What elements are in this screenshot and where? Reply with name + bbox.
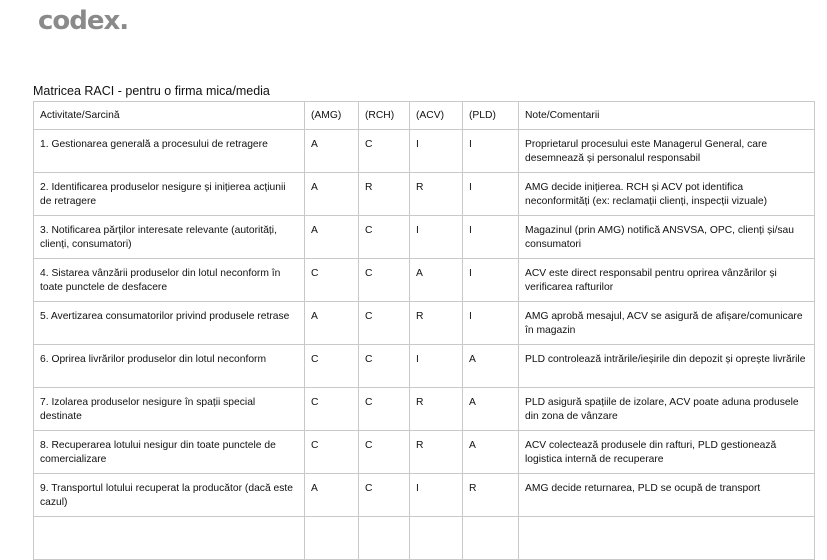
cell-amg: C — [305, 259, 359, 302]
cell-rch: C — [359, 216, 410, 259]
cell-rch: C — [359, 259, 410, 302]
table-row — [34, 173, 815, 216]
header-activity: Activitate/Sarcină — [34, 102, 305, 130]
cell-pld: R — [463, 474, 519, 517]
cell-rch: C — [359, 388, 410, 431]
cell-notes: ACV colectează produsele din rafturi, PLD gestionează logistica internă de recuperare — [519, 431, 815, 474]
header-acv: (ACV) — [410, 102, 463, 130]
cell-amg: C — [305, 388, 359, 431]
cell-notes: PLD asigură spațiile de izolare, ACV poate aduna produsele din zona de vânzare — [519, 388, 815, 431]
cell-amg: A — [305, 474, 359, 517]
cell-activity: 4. Sistarea vânzării produselor din lotul neconform în toate punctele de desfacere — [34, 259, 305, 302]
table-row — [34, 517, 815, 560]
cell-activity: 7. Izolarea produselor nesigure în spații special destinate — [34, 388, 305, 431]
cell-acv: R — [410, 388, 463, 431]
cell-pld: I — [463, 216, 519, 259]
cell-acv: R — [410, 302, 463, 345]
cell-amg: A — [305, 302, 359, 345]
table-row — [34, 302, 815, 345]
cell-pld: A — [463, 345, 519, 388]
cell-acv: R — [410, 173, 463, 216]
cell-pld: A — [463, 431, 519, 474]
cell-pld: I — [463, 130, 519, 173]
cell-acv: R — [410, 431, 463, 474]
cell-amg: C — [305, 345, 359, 388]
header-rch: (RCH) — [359, 102, 410, 130]
cell-notes: Magazinul (prin AMG) notifică ANSVSA, OPC, clienți și/sau consumatori — [519, 216, 815, 259]
cell-rch: C — [359, 431, 410, 474]
header-pld: (PLD) — [463, 102, 519, 130]
table-header-row — [34, 102, 815, 130]
table-row — [34, 130, 815, 173]
cell-acv: I — [410, 216, 463, 259]
cell-acv: I — [410, 130, 463, 173]
codex-logo: codex. — [38, 6, 129, 36]
header-amg: (AMG) — [305, 102, 359, 130]
table-row — [34, 216, 815, 259]
cell-rch — [359, 517, 410, 560]
cell-acv: A — [410, 259, 463, 302]
cell-rch: C — [359, 345, 410, 388]
cell-pld: A — [463, 388, 519, 431]
cell-notes: AMG decide inițierea. RCH și ACV pot identifica neconformități (ex: reclamații clienți, inspecții vizuale) — [519, 173, 815, 216]
table-row — [34, 388, 815, 431]
cell-notes: PLD controlează intrările/ieșirile din depozit și oprește livrările — [519, 345, 815, 388]
cell-amg: A — [305, 130, 359, 173]
table-row — [34, 259, 815, 302]
cell-activity: 2. Identificarea produselor nesigure și inițierea acțiunii de retragere — [34, 173, 305, 216]
cell-amg — [305, 517, 359, 560]
cell-notes: AMG decide returnarea, PLD se ocupă de transport — [519, 474, 815, 517]
table-row — [34, 431, 815, 474]
header-notes: Note/Comentarii — [519, 102, 815, 130]
cell-pld: I — [463, 173, 519, 216]
cell-notes: ACV este direct responsabil pentru oprirea vânzărilor și verificarea rafturilor — [519, 259, 815, 302]
cell-activity: 6. Oprirea livrărilor produselor din lotul neconform — [34, 345, 305, 388]
cell-pld: I — [463, 259, 519, 302]
cell-notes: AMG aprobă mesajul, ACV se asigură de afișare/comunicare în magazin — [519, 302, 815, 345]
cell-rch: C — [359, 474, 410, 517]
cell-amg: C — [305, 431, 359, 474]
cell-rch: R — [359, 173, 410, 216]
cell-notes — [519, 517, 815, 560]
cell-rch: C — [359, 302, 410, 345]
cell-activity: 9. Transportul lotului recuperat la producător (dacă este cazul) — [34, 474, 305, 517]
table-row — [34, 345, 815, 388]
cell-pld: I — [463, 302, 519, 345]
table-row — [34, 474, 815, 517]
cell-acv: I — [410, 474, 463, 517]
cell-activity: 3. Notificarea părților interesate relevante (autorități, clienți, consumatori) — [34, 216, 305, 259]
cell-notes: Proprietarul procesului este Managerul General, care desemnează și personalul responsabil — [519, 130, 815, 173]
raci-matrix-table — [33, 101, 815, 560]
cell-amg: A — [305, 216, 359, 259]
cell-acv — [410, 517, 463, 560]
cell-amg: A — [305, 173, 359, 216]
page-title: Matricea RACI - pentru o firma mica/media — [33, 84, 270, 98]
cell-activity: 1. Gestionarea generală a procesului de retragere — [34, 130, 305, 173]
cell-activity — [34, 517, 305, 560]
cell-pld — [463, 517, 519, 560]
cell-activity: 5. Avertizarea consumatorilor privind produsele retrase — [34, 302, 305, 345]
cell-rch: C — [359, 130, 410, 173]
cell-acv: I — [410, 345, 463, 388]
cell-activity: 8. Recuperarea lotului nesigur din toate punctele de comercializare — [34, 431, 305, 474]
